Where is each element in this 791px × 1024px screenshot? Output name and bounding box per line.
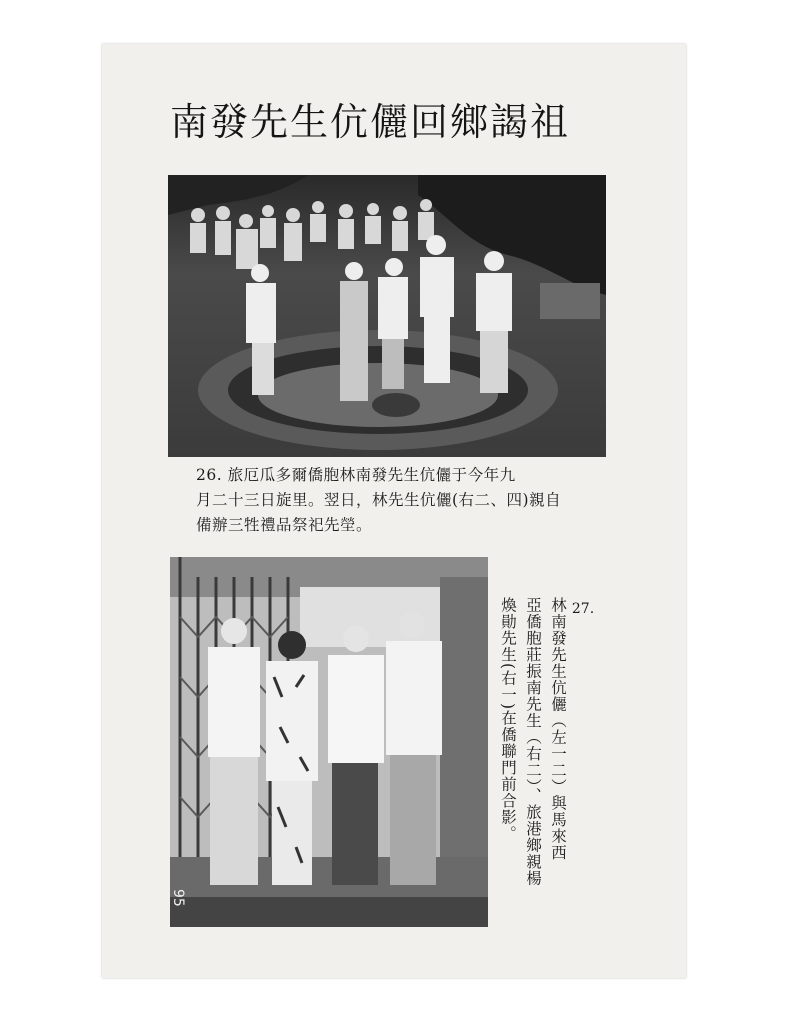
caption-26-line-1: 26. 旅厄瓜多爾僑胞林南發先生伉儷于今年九 xyxy=(196,466,516,484)
photo-2-mark: 95 xyxy=(170,889,186,907)
caption-27 xyxy=(495,597,595,917)
caption-27-col-1 xyxy=(570,597,595,917)
group-portrait-photo xyxy=(170,557,488,927)
caption-27-number: 27. xyxy=(571,601,595,617)
caption-26-line-3: 備辦三牲禮品祭祀先塋。 xyxy=(196,516,373,534)
caption-26-line-2: 月二十三日旋里。翌日，林先生伉儷(右二、四)親自 xyxy=(196,491,562,509)
ceremony-photo xyxy=(168,175,606,457)
caption-26 xyxy=(196,463,606,538)
caption-27-col-3: 亞僑胞莊振南先生（右二）、旅港鄉親楊 xyxy=(524,597,542,887)
caption-27-col-2: 林南發先生伉儷（左一二）與馬來西 xyxy=(549,597,567,861)
page-title: 南發先生伉儷回鄉謁祖 xyxy=(170,100,571,144)
caption-27-col-4: 煥勛先生(右一)在僑聯門前合影。 xyxy=(499,597,517,843)
